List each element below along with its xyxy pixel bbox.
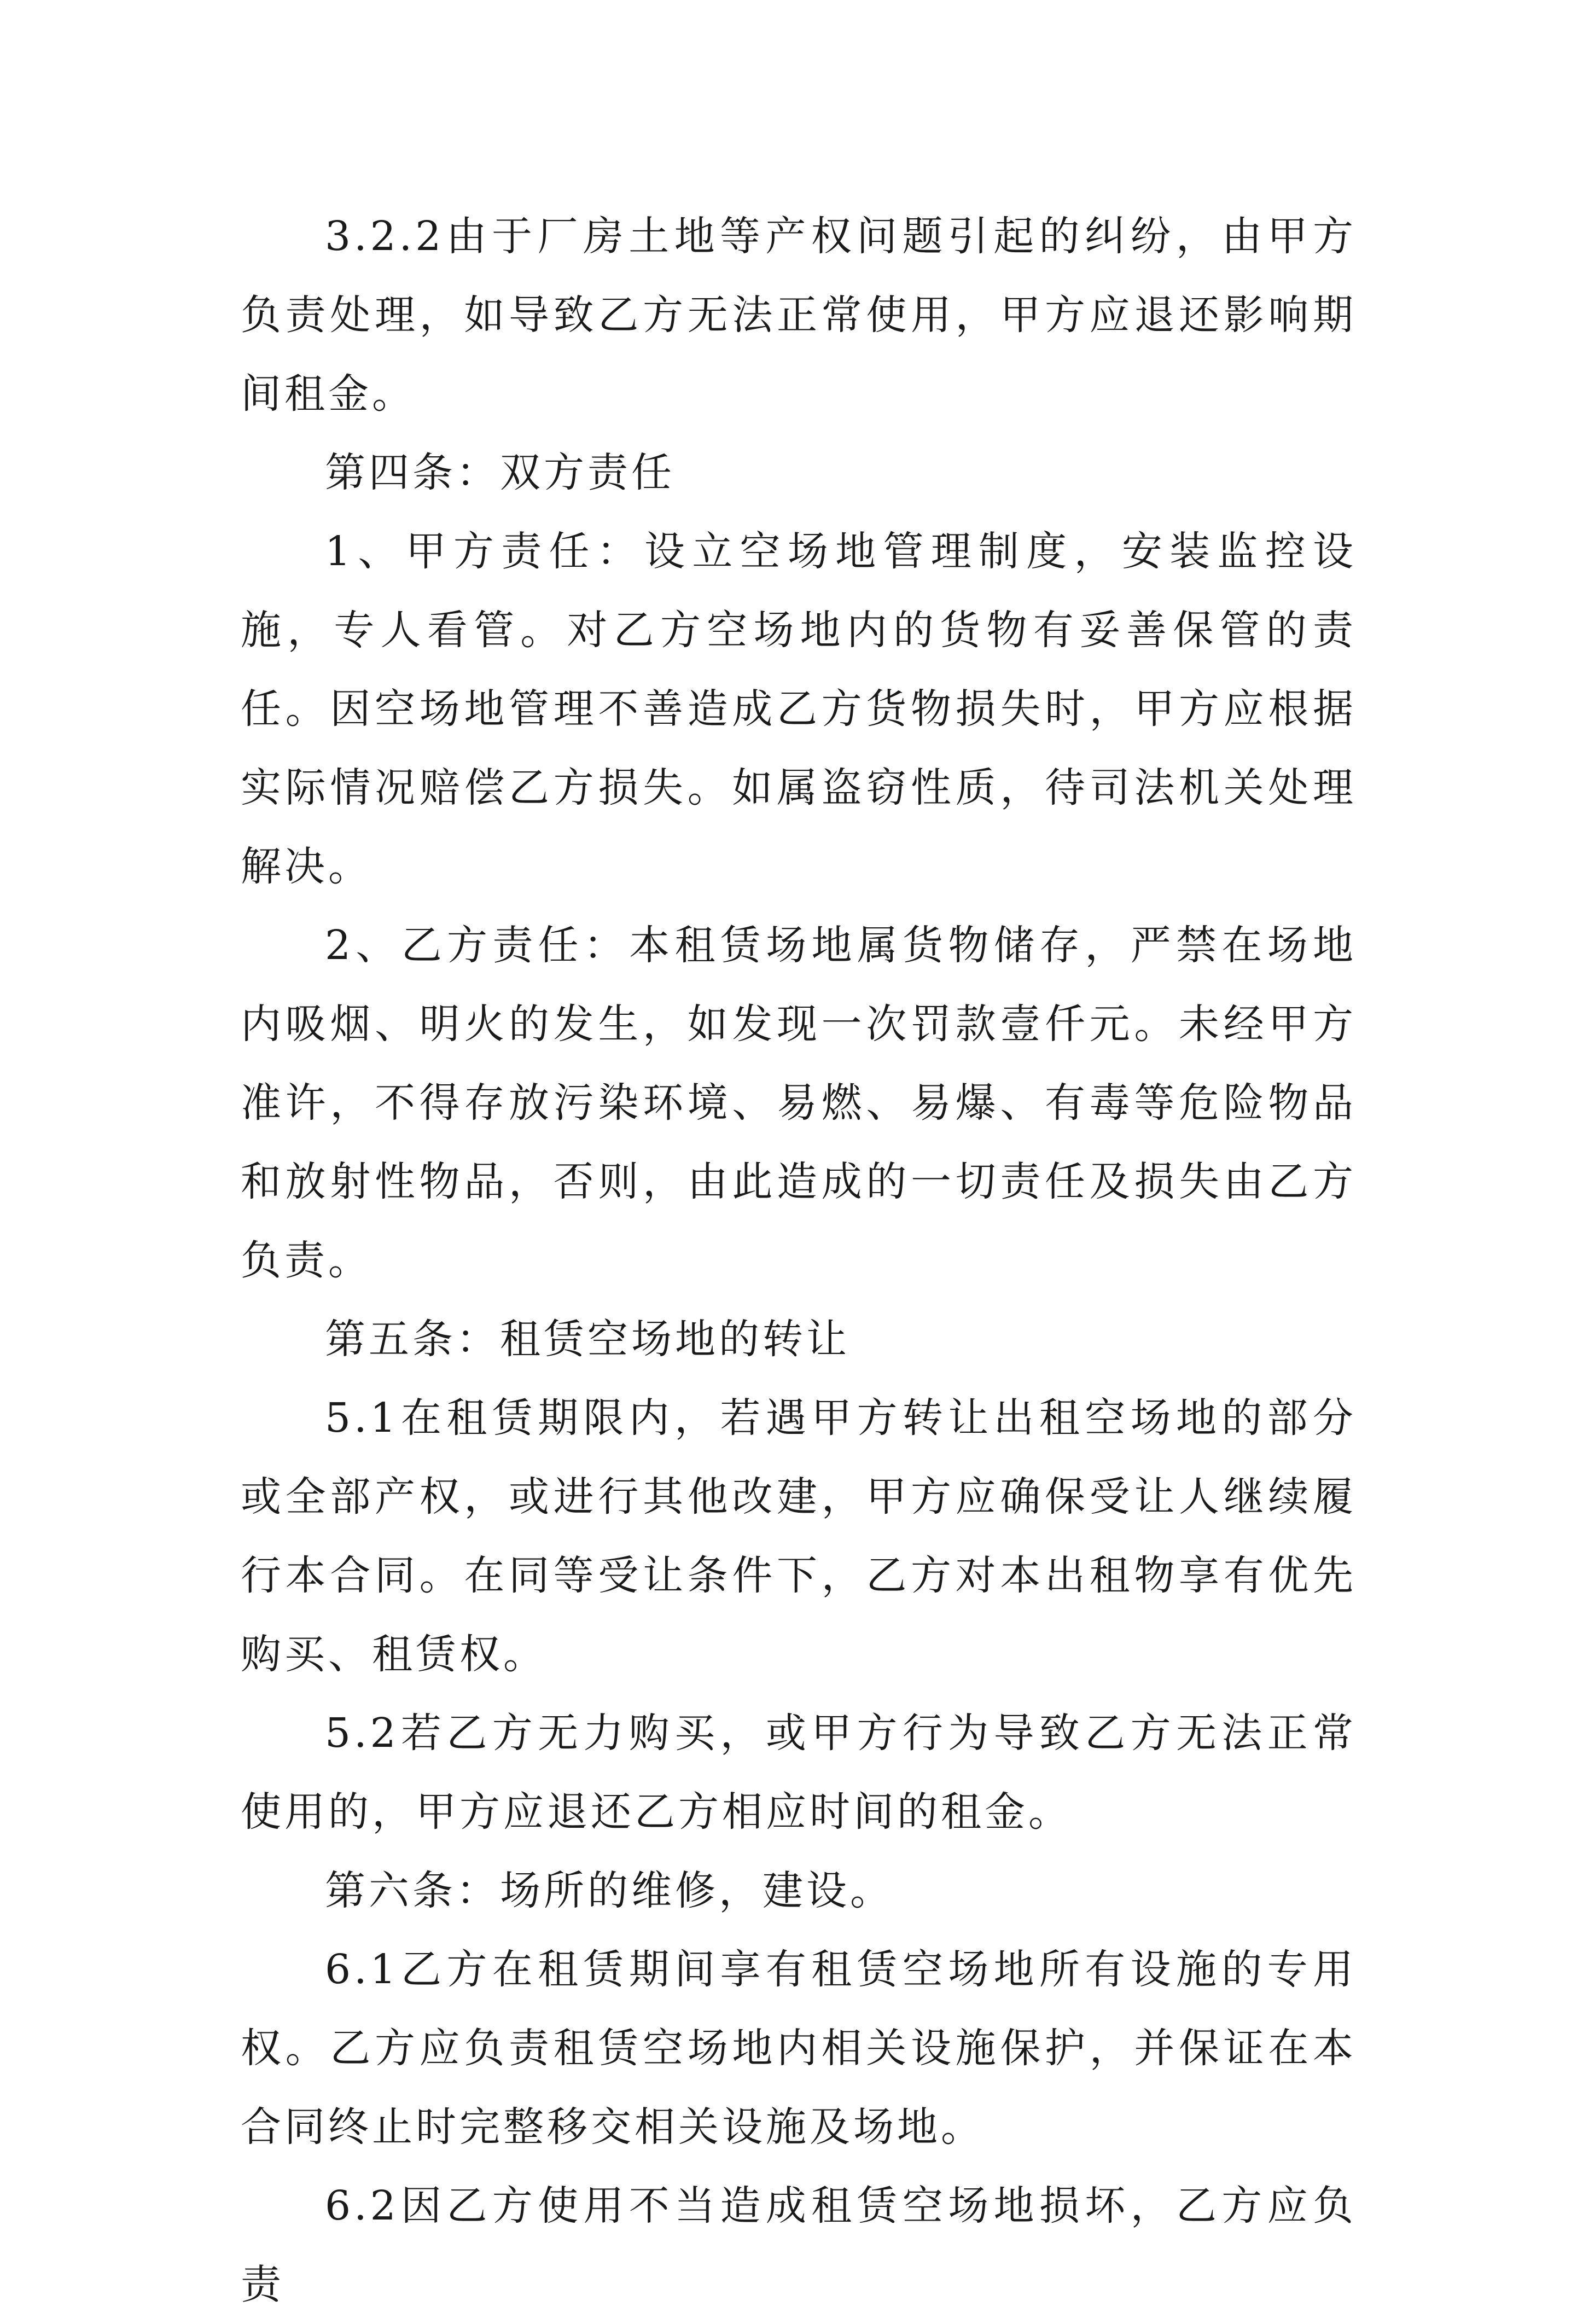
paragraph-party-a-duty: 1、甲方责任：设立空场地管理制度，安装监控设施，专人看管。对乙方空场地内的货物有妥善保管的责任。因空场地管理不善造成乙方货物损失时，甲方应根据实际情况赔偿乙方损失。如属盗窃性质，待司法机关处理解决。 <box>241 528 1357 890</box>
paragraph-6-2: 6.2因乙方使用不当造成租赁空场地损坏，乙方应负责 <box>241 2182 1357 2308</box>
paragraph-3-2-2: 3.2.2由于厂房土地等产权问题引起的纠纷，由甲方负责处理，如导致乙方无法正常使用，甲方应退还影响期间租金。 <box>241 213 1357 417</box>
paragraph-party-b-duty: 2、乙方责任：本租赁场地属货物储存，严禁在场地内吸烟、明火的发生，如发现一次罚款壹仟元。未经甲方准许，不得存放污染环境、易燃、易爆、有毒等危险物品和放射性物品，否则，由此造成的一切责任及损失由乙方负责。 <box>241 922 1357 1284</box>
paragraph-6-1: 6.1乙方在租赁期间享有租赁空场地所有设施的专用权。乙方应负责租赁空场地内相关设施保护，并保证在本合同终止时完整移交相关设施及场地。 <box>241 1946 1357 2151</box>
document-body <box>241 197 1357 2324</box>
heading-article-4: 第四条：双方责任 <box>325 449 675 496</box>
heading-article-6: 第六条：场所的维修，建设。 <box>325 1867 894 1914</box>
heading-article-5: 第五条：租赁空场地的转让 <box>325 1316 850 1363</box>
paragraph-5-2: 5.2若乙方无力购买，或甲方行为导致乙方无法正常使用的，甲方应退还乙方相应时间的租金。 <box>241 1710 1357 1835</box>
paragraph-5-1: 5.1在租赁期限内，若遇甲方转让出租空场地的部分或全部产权，或进行其他改建，甲方应确保受让人继续履行本合同。在同等受让条件下，乙方对本出租物享有优先购买、租赁权。 <box>241 1395 1357 1678</box>
